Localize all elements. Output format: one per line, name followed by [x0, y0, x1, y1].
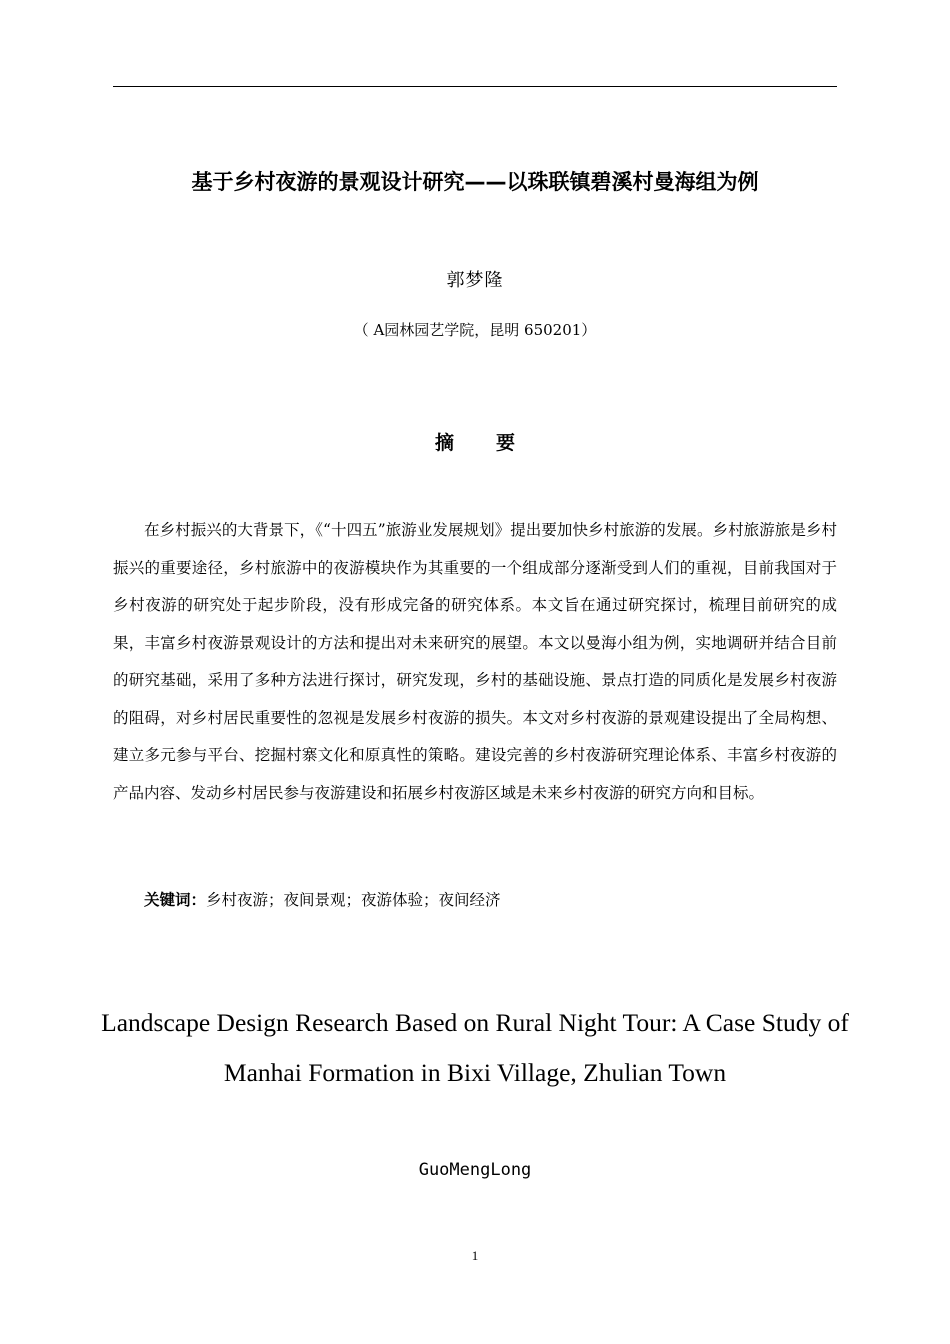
chinese-author: 郭梦隆	[446, 270, 504, 291]
abstract-body: 在乡村振兴的大背景下，《“十四五”旅游业发展规划》提出要加快乡村旅游的发展。乡村旅游旅是乡村振兴的重要途径，乡村旅游中的夜游模块作为其重要的一个组成部分逐渐受到人们的重视，目前我国对于乡村夜游的研究处于起步阶段，没有形成完备的研究体系。本文旨在通过研究探讨，梳理目前研究的成果，丰富乡村夜游景观设计的方法和提出对未来研究的展望。本文以曼海小组为例，实地调研并结合目前的研究基础，采用了多种方法进行探讨，研究发现，乡村的基础设施、景点打造的同质化是发展乡村夜游的阻碍，对乡村居民重要性的忽视是发展乡村夜游的损失。本文对乡村夜游的景观建设提出了全局构想、建立多元参与平台、挖掘村寨文化和原真性的策略。建设完善的乡村夜游研究理论体系、丰富乡村夜游的产品内容、发动乡村居民参与夜游建设和拓展乡村夜游区域是未来乡村夜游的研究方向和目标。	[113, 521, 837, 802]
author-affiliation: （ A园林园艺学院，昆明 650201）	[353, 321, 597, 339]
keywords-label: 关键词：	[144, 891, 207, 909]
abstract-heading: 摘要	[434, 432, 557, 454]
page-number: 1	[471, 1248, 479, 1263]
chinese-title: 基于乡村夜游的景观设计研究——以珠联镇碧溪村曼海组为例	[191, 170, 759, 194]
keywords-line	[113, 885, 837, 915]
english-author: GuoMengLong	[418, 1160, 532, 1180]
english-title: Landscape Design Research Based on Rural Night Tour: A Case Study of Manhai Formation in Bixi Village, Zhulian Town	[101, 1008, 849, 1087]
keywords-text: 乡村夜游；夜间景观；夜游体验；夜间经济	[206, 891, 501, 909]
header-rule	[113, 86, 837, 87]
